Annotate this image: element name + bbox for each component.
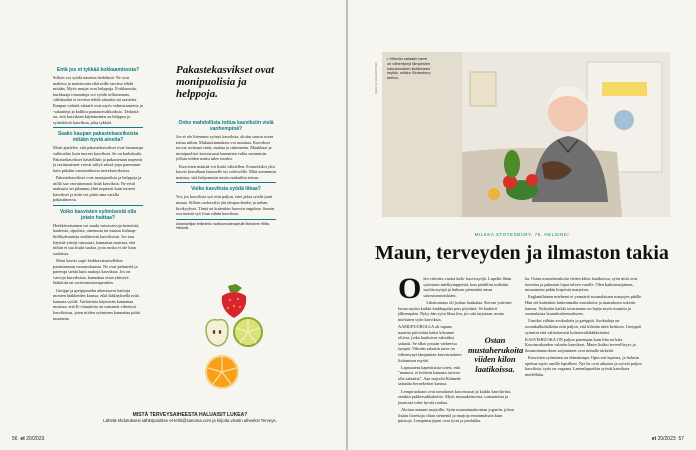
brand-logo: et (651, 436, 657, 442)
paragraph: KASVISRUOKA ON paljon parempaa kuin liha tai kala. Kasvinsakauden valmiin kasvikset. Maun lisäksi terveellisyys ja ilmastomuutoksen torjuminen ovat minulle tärkeitä. (525, 336, 636, 353)
divider (176, 219, 276, 220)
apple-slice-icon (206, 320, 228, 346)
caption-bullet: • (387, 56, 390, 61)
divider (53, 127, 143, 128)
paragraph: Kasvisten määrää voi lisätä vähitellen. Esimerkiksi yksi kasvis kerrallaan lautaselle tai voileivälle. Mitä useammin maistaa, sitä helpommin uusiin makuihin tottuu. (176, 163, 276, 180)
paragraph: Greippi ja greippimehu aiheuttavat haittoja monien lääkkeiden kanssa, eikä lääkityksellä niitä kannata syödä. Varfariinia käyttävän kannattaa muistaa, että K-vitamiinia on runsaasti vihreissä kasviksissa, joten niiden syöminen kannattaa pitää tasaisena. (53, 287, 140, 321)
paragraph: Herkkävatsainen voi saada vatsavaivoja herneistä, kaaleista, sipulista, omenasta tai muista fodmap- hiilihydraatteja sisältävistä kasviksista. Jos taas käyttää yrttejä runsaasti, kannattaa muistaa, että niihin ei saa lisätä suolaa, jotta ruoka ei ole liian suolaista. (53, 222, 140, 256)
orange-slice-icon (206, 356, 238, 388)
question-heading: Entä jos et tykkää kokkaamisesta? (56, 67, 140, 73)
paragraph: Jos et ole liiemmin syönyt kasviksia, aloitat suurin osoin tottua niihin. Makutottumuksia voi muuttaa. Kasvikset tuovat ruokaan väriä, makua ja rakennetta. Maukkaat ja monipuoliset kasvisruoat kannattaa valita useammin, jolloin niiden maku tulee tutuksi. (176, 134, 274, 162)
page-folio-right (652, 436, 684, 442)
issue-number: 20/2023 (26, 436, 45, 442)
divider (53, 205, 143, 206)
paragraph: Silloin voi syödä nasretta tiedelmiä. Ne ovat maketta ja maisteruita eikä niille tarvitse tehdä mitään. Myös marjat ovat helppoja. Porkkanoita, kurkkuaja tomaatteja voi syödä sellaisenaan, välttämättä ei tarvitse tehdä salaattia tai raastetta. Kaupan valmiit salaatit ovat myös valmisraasteita ja -salaatteja ja kalliita puutaurivalikoiksia. Tärkintä on, että kasviksen käyttäminen on helppoa ja syötettäviä kasviksia, joka tykkää. (53, 75, 143, 125)
brand-logo: et (20, 436, 25, 442)
photo-caption (387, 57, 431, 81)
paragraph: Englantilainen miehemi ei ymmärtä suomalaisten marjojen päälle. Hän söi kuitenkin laskemmalta mustikoita ja mansikoita sokerin kanssa. Nykyään kaikki tavaramme on lajeja myös mumiin ja suomalaista lautaskoskennokseen. (525, 294, 642, 317)
right-column-2 (525, 276, 645, 379)
paragraph: Lapsuuteni kapeuksista totesi, että "mammi, ei kohtein kannata tarvitse olla salaattia". Aan tarjoobi Käänetle salaatita herneketton kanssa. (398, 364, 462, 387)
drop-cap: O (398, 272, 422, 305)
left-column-2 (176, 117, 276, 232)
paragraph: len viitoista vuotta kala- kasvissyöjä. Lupelin lihan syömisen mielkymppeistä, kun päätiltini todettiin suolistosyöpä ja halusin pienentää omaa sairastumisriskiäni. (423, 276, 512, 298)
paragraph: Lempiruokiani ovat tomalaiset kasvisruoat ja kaikki kasvikeitot, etenkin pakkersakkakeitto. Myös mumakeitoosta, tomaateista ja juustosta tulee hyvää ruokaa. (398, 388, 512, 405)
expert-note: Asiantuntijan teilledelto ravitsumusterapeutti Marianne Hiltta, Helsinki. (176, 221, 270, 231)
footer-title: MISTÄ TERVEYSAIHEESTA HALUAISIT LUKEA? (132, 412, 248, 418)
right-page (348, 0, 696, 450)
page-number: 57 (678, 436, 684, 442)
caption-text: Vihreän salaatin tarve on vähentynyt lämpimien kasvisruokien lisäämisen myötä, miikko Stotesbury kertoo. (387, 56, 431, 81)
page-number: 56 (12, 436, 18, 442)
paragraph: Aloitan aamuni marjoilla. Syön muustamattorman jogurtin, johon lisään fiorettaja chian siemeniä ja marjoja ensimmäisiin kuin puistoja. Lempimarjojani ovat tyrni ja puolukka. (398, 407, 514, 424)
lime-slice-icon (234, 318, 262, 346)
byline: MILKKA STOTESBURY, 75, HELSINKI (474, 232, 570, 237)
paragraph: AAMUPUUROLLA oli tapana naarttia päivittäin kaksi kiloanne oliivia, jotka kuuluivat valmiiksi salaatti. Se alkoi jossain vaiheessa tympiä. Vihreän salaatin tarve on vähentynyt lämpimien kasvisruokien lisäämisen myötä. (398, 323, 462, 363)
question-heading: Saako kaupan pakastekasviksista mitään hyviä aineita? (57, 131, 139, 144)
paragraph: ka. Ostan mustaherukoita viiden kilon laatikoissa, syön niitä ovat tuoreina ja pakastan lopat talven varalle. Olen kaiksimarjainen, muuramien pidän kirpeistä marjoista. (525, 276, 638, 293)
portrait-photo (382, 52, 670, 217)
page-folio-left (12, 436, 44, 442)
paragraph: Lihattomuus oli joskus hankalaa. Kerran ystäväni luona myöin kaikki kinkkupalat pois pöytästä. Se kaduttii jälkeenpäin. Nyky ään syön lihaa kin, jos sitä tarjotaan, mutta mieluiten syön kasviksia. (398, 299, 512, 322)
question-heading: Onko mahdollista tottua kasviksiin vielä vanhempinä? (178, 120, 274, 132)
article-pull-quote: Ostan mustaherukoita viiden kilon laatikoissa. (468, 335, 524, 374)
paragraph: Moni ajattelee, että pakastekasvikset ovat huonompi vaihtoehto kuin tuoreet kasvikset. Se on harhaluulo. Pakastekasvikset käsitellään ja pakastetaan nopeasti ja ravintoaineet voivat säilyä niissä jopa paremmin kuin pitkään varastoiduissa tuorekasviksissa. (53, 145, 143, 173)
paragraph: Moni kasvis sopii herkkävatsaisellekin parantamaan ruoansulatusta. Ne ovat pehmeitä ja parempi sietää kuin raakoja kasviksia. Jos on vaivoja kasviksista, kannattaa ottaa yhteyttä lääkäriin tai ravitsemusterapeuttiin. (53, 258, 138, 286)
divider (176, 182, 276, 183)
left-column-1 (53, 64, 143, 323)
strawberry-icon (222, 284, 247, 318)
question-heading: Voiko kasviksia syödä liikaa? (191, 186, 261, 193)
footer-text: Lähetä ehdotuksesi sähköpostitse et-lehti@sanoma.com ja kirjoita viestin aiheeksi Terveys. (103, 418, 277, 423)
paragraph: Voi, jos kasviksia syö niin paljon, ettei jaksa syödä juuri muuta. Silloin ruokavalio jää yksipuoliseksi ja tarhan kivikyykset. Tämä on kuitenkin harvoin ongelma. Suurin osa meistä syö liian vähän kasviksia. (176, 194, 275, 217)
fruit-illustration (200, 282, 270, 392)
article-headline: Maun, terveyden ja ilmaston takia (375, 242, 669, 264)
paragraph: Kasvisten syöminen on elämäntapa. Opin sen lapsena, ja halusin opettaa myös omille lapsilleni. Nyt he ovat aikuisia ja syövät paljon kasviksia, tytär on vegaani. Lastenlapsetkin syövät kasviksia mielellään. (525, 355, 642, 377)
photo-credit: KUVA: SANNA LEHTONEN (375, 62, 378, 94)
pull-quote: Pakastekasvikset ovat monipuolisia ja helppoja. (176, 64, 275, 100)
paragraph: Uuniksi välttän avokadoita ja greippiä. Avokadoja on ruoankulkuhalkeita niin paljon, että kilistän niitä keittoon. Greippiä syömiin eitä valitettavasti kolesterolilääkkeistäni. (525, 318, 641, 335)
issue-number: 20/2023 (657, 436, 676, 442)
question-heading: Voiko kasvisten syömisestä olla jotain haittaa? (59, 208, 137, 221)
left-page (0, 0, 346, 450)
paragraph: Pakastekasvikset ovat monipuolisia ja helppoja ja niillä saa vaivattomasti lisää kasviksia. Ne eivät maksuisi tai pilaannu yhtä nopeasti kuin tuoreet kasvikset ja niitä voi pitää aina varalla pakastimessa. (53, 174, 142, 203)
